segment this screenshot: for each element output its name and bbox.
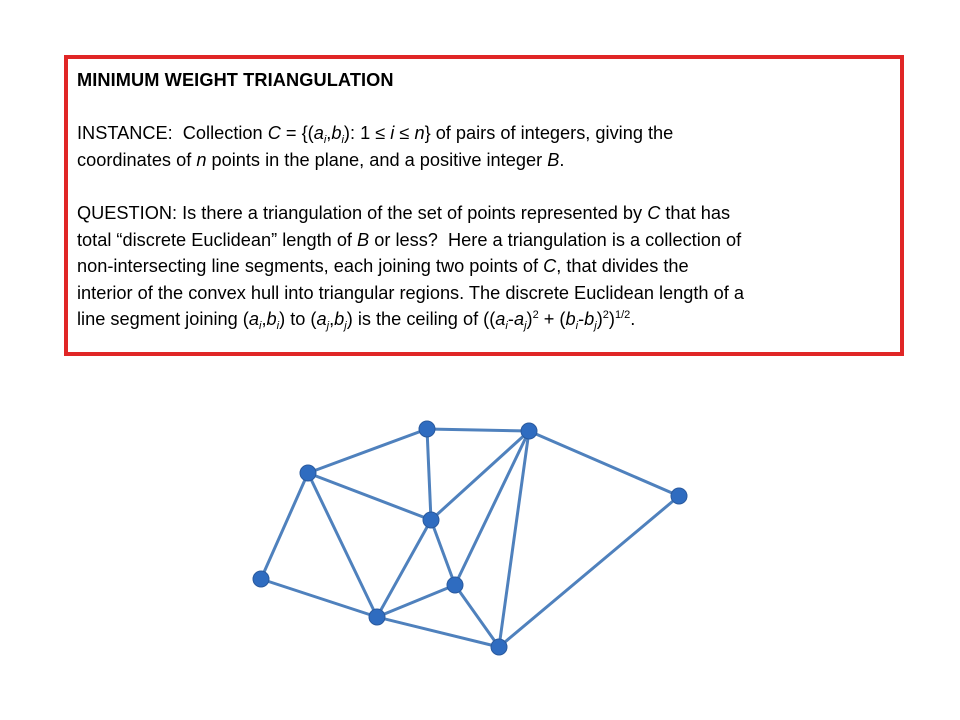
question-line-1: QUESTION: Is there a triangulation of the set of points represented by C that has — [77, 202, 731, 223]
vertex — [419, 421, 435, 437]
question-line-4: interior of the convex hull into triangular regions. The discrete Euclidean length of a — [77, 282, 744, 303]
vertex — [423, 512, 439, 528]
question-line-2: total “discrete Euclidean” length of B or less? Here a triangulation is a collection of — [77, 229, 742, 250]
problem-title: MINIMUM WEIGHT TRIANGULATION — [77, 70, 394, 90]
vertex — [253, 571, 269, 587]
vertex — [491, 639, 507, 655]
edge — [431, 520, 455, 585]
question-label: QUESTION: — [77, 202, 178, 223]
vertex — [300, 465, 316, 481]
triangulation-vertices — [253, 421, 687, 655]
edge — [377, 520, 431, 617]
edge — [427, 429, 431, 520]
edge — [427, 429, 529, 431]
vertex — [369, 609, 385, 625]
vertex — [671, 488, 687, 504]
instance-line-1: INSTANCE: Collection $C = \{(a_i,b_i)$: 1 ≤ i ≤ n} of pairs of integers, giving the — [77, 123, 674, 147]
vertex — [447, 577, 463, 593]
edge — [377, 585, 455, 617]
edge — [499, 496, 679, 647]
instance-line-2: coordinates of n points in the plane, and a positive integer B. — [77, 149, 565, 170]
vertex — [521, 423, 537, 439]
triangulation-edges — [261, 429, 679, 647]
question-line-3: non-intersecting line segments, each joining two points of C, that divides the — [77, 256, 689, 277]
edge — [261, 473, 308, 579]
edge — [308, 429, 427, 473]
edge — [431, 431, 529, 520]
edge — [261, 579, 377, 617]
instance-label: INSTANCE: — [77, 123, 173, 144]
edge — [529, 431, 679, 496]
question-line-5: line segment joining $(a_i,b_i)$ to $(a_j,b_j)$ is the ceiling of $((a_i-a_j)^2 + (b_i-b_j)^2)^{1/2}$. — [77, 309, 636, 333]
